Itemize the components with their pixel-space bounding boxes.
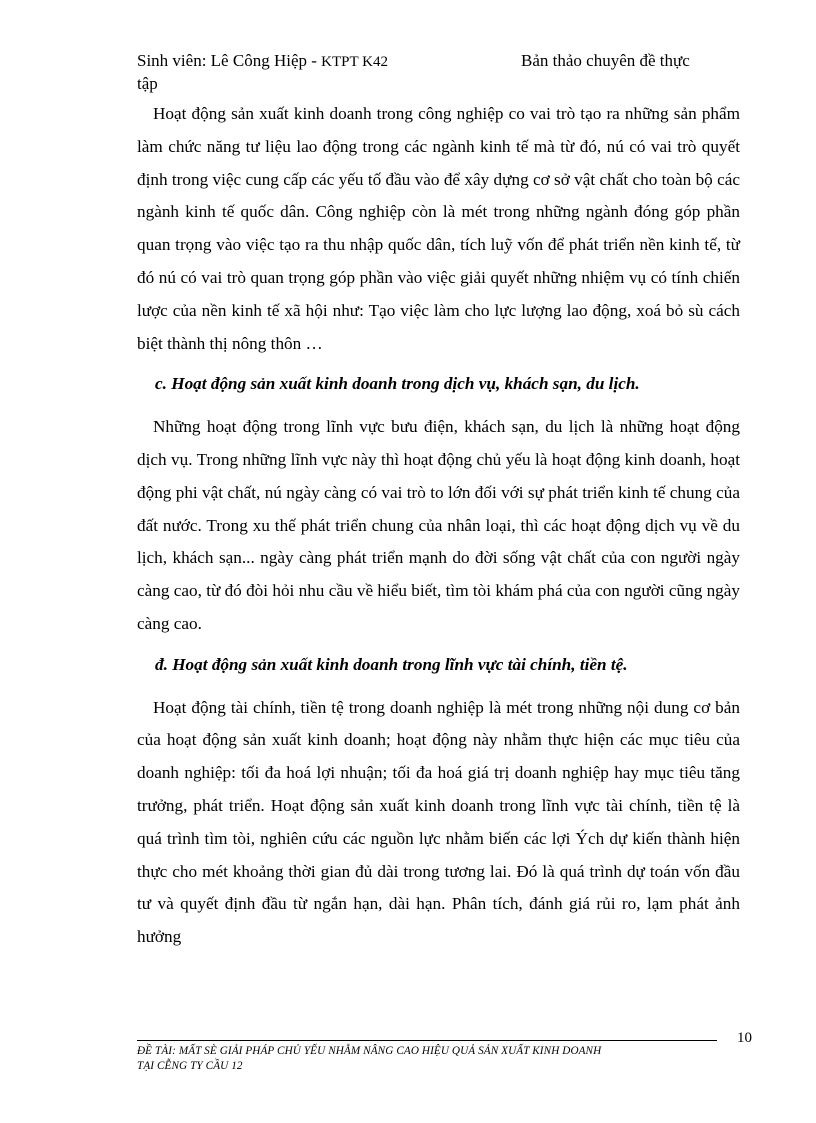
footer-topic [137,1044,727,1074]
document-title-continued: tập [137,74,158,93]
student-label: Sinh viên: Lê Công Hiệp - [137,51,322,70]
student-info [137,51,388,70]
paragraph-industry: Hoạt động sản xuất kinh doanh trong công nghiệp co vai trò tạo ra những sản phẩm làm chức năng tư liệu lao động trong các ngành kinh tế mà từ đó, nú có vai trò quyết định trong việc cung cấp các yếu tố đầu vào để xây dựng cơ sở vật chất cho toàn bộ các ngành kinh tế quốc dân. Công nghiệp còn là mét trong những ngành đóng góp phần quan trọng vào việc tạo ra thu nhập quốc dân, tích luỹ vốn để phát triển nền kinh tế, từ đó nú có vai trò quan trọng góp phần vào việc giải quyết những nhiệm vụ có tính chiến lược của nền kinh tế xã hội như: Tạo việc làm cho lực lượng lao động, xoá bỏ sù cách biệt thành thị nông thôn … [137,104,740,353]
paragraph-services: Những hoạt động trong lĩnh vực bưu điện, khách sạn, du lịch là những hoạt động dịch vụ. Trong những lĩnh vực này thì hoạt động chủ yếu là hoạt động kinh doanh, hoạt động phi vật chất, nú ngày càng có vai trò to lớn đối với sự phát triển kinh tế chung của đất nước. Trong xu thế phát triển chung của nhân loại, thì các hoạt động dịch vụ về du lịch, khách sạn... ngày càng phát triển mạnh do đời sống vật chất của con người ngày càng cao, từ đó đòi hỏi nhu cầu về hiểu biết, tìm tòi khám phá của con người cũng ngày càng cao. [137,417,740,633]
section-heading-finance: đ. Hoạt động sản xuất kinh doanh trong lĩnh vực tài chính, tiền tệ. [155,654,628,674]
course-code: KTPT K42 [321,54,388,70]
section-heading-services: c. Hoạt động sản xuất kinh doanh trong dịch vụ, khách sạn, du lịch. [155,374,640,394]
page-header [137,50,737,95]
footer-topic-line-2: TẠI CỄNG TY CẦU 12 [137,1060,243,1072]
document-body [137,98,740,954]
footer-topic-line-1: ĐỀ TÀI: MẤT SÈ GIẢI PHÁP CHỦ YẾU NHẰM NÂNG CAO HIỆU QUẢ SẢN XUẤT KINH DOANH [137,1045,602,1057]
paragraph-finance: Hoạt động tài chính, tiền tệ trong doanh nghiệp là mét trong những nội dung cơ bản của hoạt động sản xuất kinh doanh; hoạt động này nhằm thực hiện các mục tiêu của doanh nghiệp: tối đa hoá lợi nhuận; tối đa hoá giá trị doanh nghiệp hay mục tiêu tăng trưởng, phát triển. Hoạt động sản xuất kinh doanh trong lĩnh vực tài chính, tiền tệ là quá trình tìm tòi, nghiên cứu các nguồn lực nhằm biến các lợi Ých dự kiến thành hiện thực cho mét khoảng thời gian đủ dài trong tương lai. Đó là quá trình dự toán vốn đầu tư và quyết định đầu từ ngắn hạn, dài hạn. Phân tích, đánh giá rủi ro, lạm phát ảnh hưởng [137,697,740,947]
page-number: 10 [737,1030,752,1046]
document-title: Bản thảo chuyên đề thực [521,51,690,70]
footer-divider [137,1040,717,1041]
